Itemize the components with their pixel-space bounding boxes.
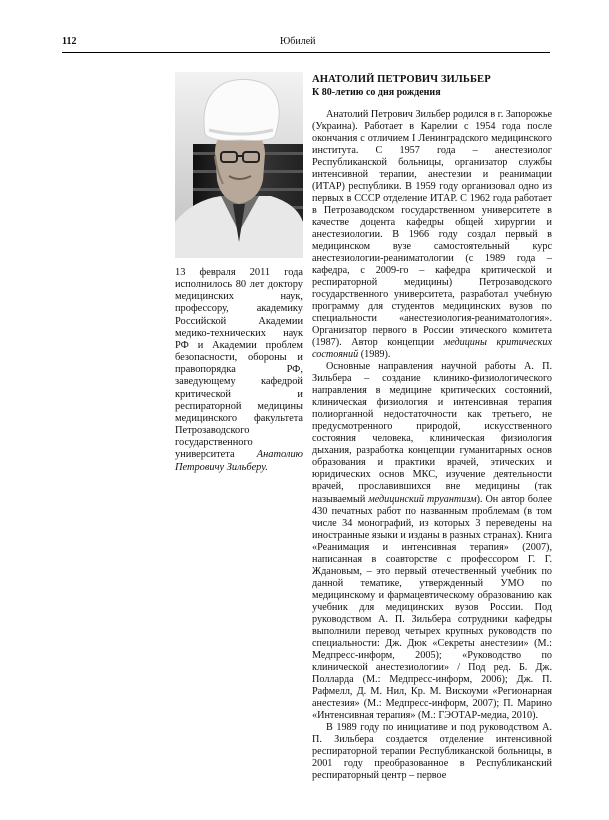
paragraph-1-italic: медицины критических состояний [312, 337, 552, 361]
article-title: АНАТОЛИЙ ПЕТРОВИЧ ЗИЛЬБЕР [312, 74, 491, 85]
article-heading [312, 73, 552, 99]
paragraph-2 [312, 361, 552, 721]
caption-italic: Анатолию Петровичу Зильберу. [175, 449, 303, 473]
portrait-photo [175, 72, 303, 258]
caption-text: 13 февраля 2011 года исполнилось 80 лет доктору медицинских наук, профессору, академику Российской Академии медико-технических наук РФ и Академии проблем безопасности, обороны и правопорядка РФ, заведующему кафедрой критической и респираторной медицины медицинского факультета Петрозаводского государственного университета [175, 267, 303, 461]
article-subtitle: К 80-летию со дня рождения [312, 87, 441, 98]
paragraph-3: В 1989 году по инициативе и под руководством А. П. Зильбера создается отделение интенсивной респираторной терапии Республиканской больницы, в 2001 году преобразованное в Республиканский респираторный центр – первое [312, 721, 552, 781]
paragraph-2-end: ). Он автор более 430 печатных работ по названным проблемам (в том числе 34 монографий, из которых 3 переведены на иностранные языки и изданы в разных странах). Книга «Реанимация и интенсивная терапия» (2007), написанная в соавторстве с профессором Г. Г. Ждановым, – это первый отечественный учебник по данной тематике, утвержденный УМО по медицинскому и фармацевтическому образованию как учебник для медицинских вузов России. Под руководством А. П. Зильбера сотрудники кафедры выполнили перевод четырех крупных руководств по специальности: Дж. Дюк «Секреты анестезии» (М.: Медпресс-информ, 2005); «Руководство по клинической анестезиологии» / Под ред. Б. Дж. Полларда (М.: Медпресс-информ, 2006); Дж. П. Рафмелл, Д. М. Нил, Кр. М. Вискоуми «Регионарная анестезия» (М.: Медпресс-информ, 2007); П. Марино «Интенсивная терапия» (М.: ГЭОТАР-медиа, 2010). [312, 493, 552, 721]
paragraph-1 [312, 109, 552, 361]
running-header [62, 36, 548, 52]
section-title: Юбилей [280, 36, 316, 47]
photo-caption [175, 267, 303, 474]
paragraph-1-end: (1989). [358, 349, 391, 361]
paragraph-2-text: Основные направления научной работы А. П. Зильбера – создание клинико-физиологического направления в медицине критических состояний, клиническая физиология и интенсивная терапия полиорганной недостаточности как третьего, не предусмотренного природой, искусственного состояния человека, клиническая физиология дыхания, разработка концепции гуманитарных основ образования и практики врачей, этических и юридических основ МКС, изучение деятельности врачей, прославившихся вне медицины (так называемый [312, 361, 552, 505]
article-body [312, 109, 552, 782]
paragraph-1-text: Анатолий Петрович Зильбер родился в г. Запорожье (Украина). Работает в Карелии с 1954 года после окончания с отличием I Ленинградского медицинского института. С 1957 года – анестезиолог Республиканской больницы, организатор службы интенсивной терапии, анестезии и реанимации (ИТАР) республики. В 1959 году организовал одно из первых в СССР отделение ИТАР. С 1962 года работает в Петрозаводском государственном университете в качестве доцента кафедры общей хирургии и анестезиологии. В 1966 году создал первый в медицинском вузе самостоятельный курс анестезиологии-реаниматологии (с 1989 года – кафедра, с 2009-го – кафедра критической и респираторной медицины) Петрозаводского государственного университета, разработал учебную программу для студентов медицинских вузов по специальности «анестезиология-реаниматология». Организатор первого в России этического комитета (1987). Автор концепции [312, 109, 552, 349]
paragraph-2-italic: медицинский труантизм [368, 493, 477, 505]
header-rule [62, 52, 550, 53]
page-number: 112 [62, 36, 77, 47]
